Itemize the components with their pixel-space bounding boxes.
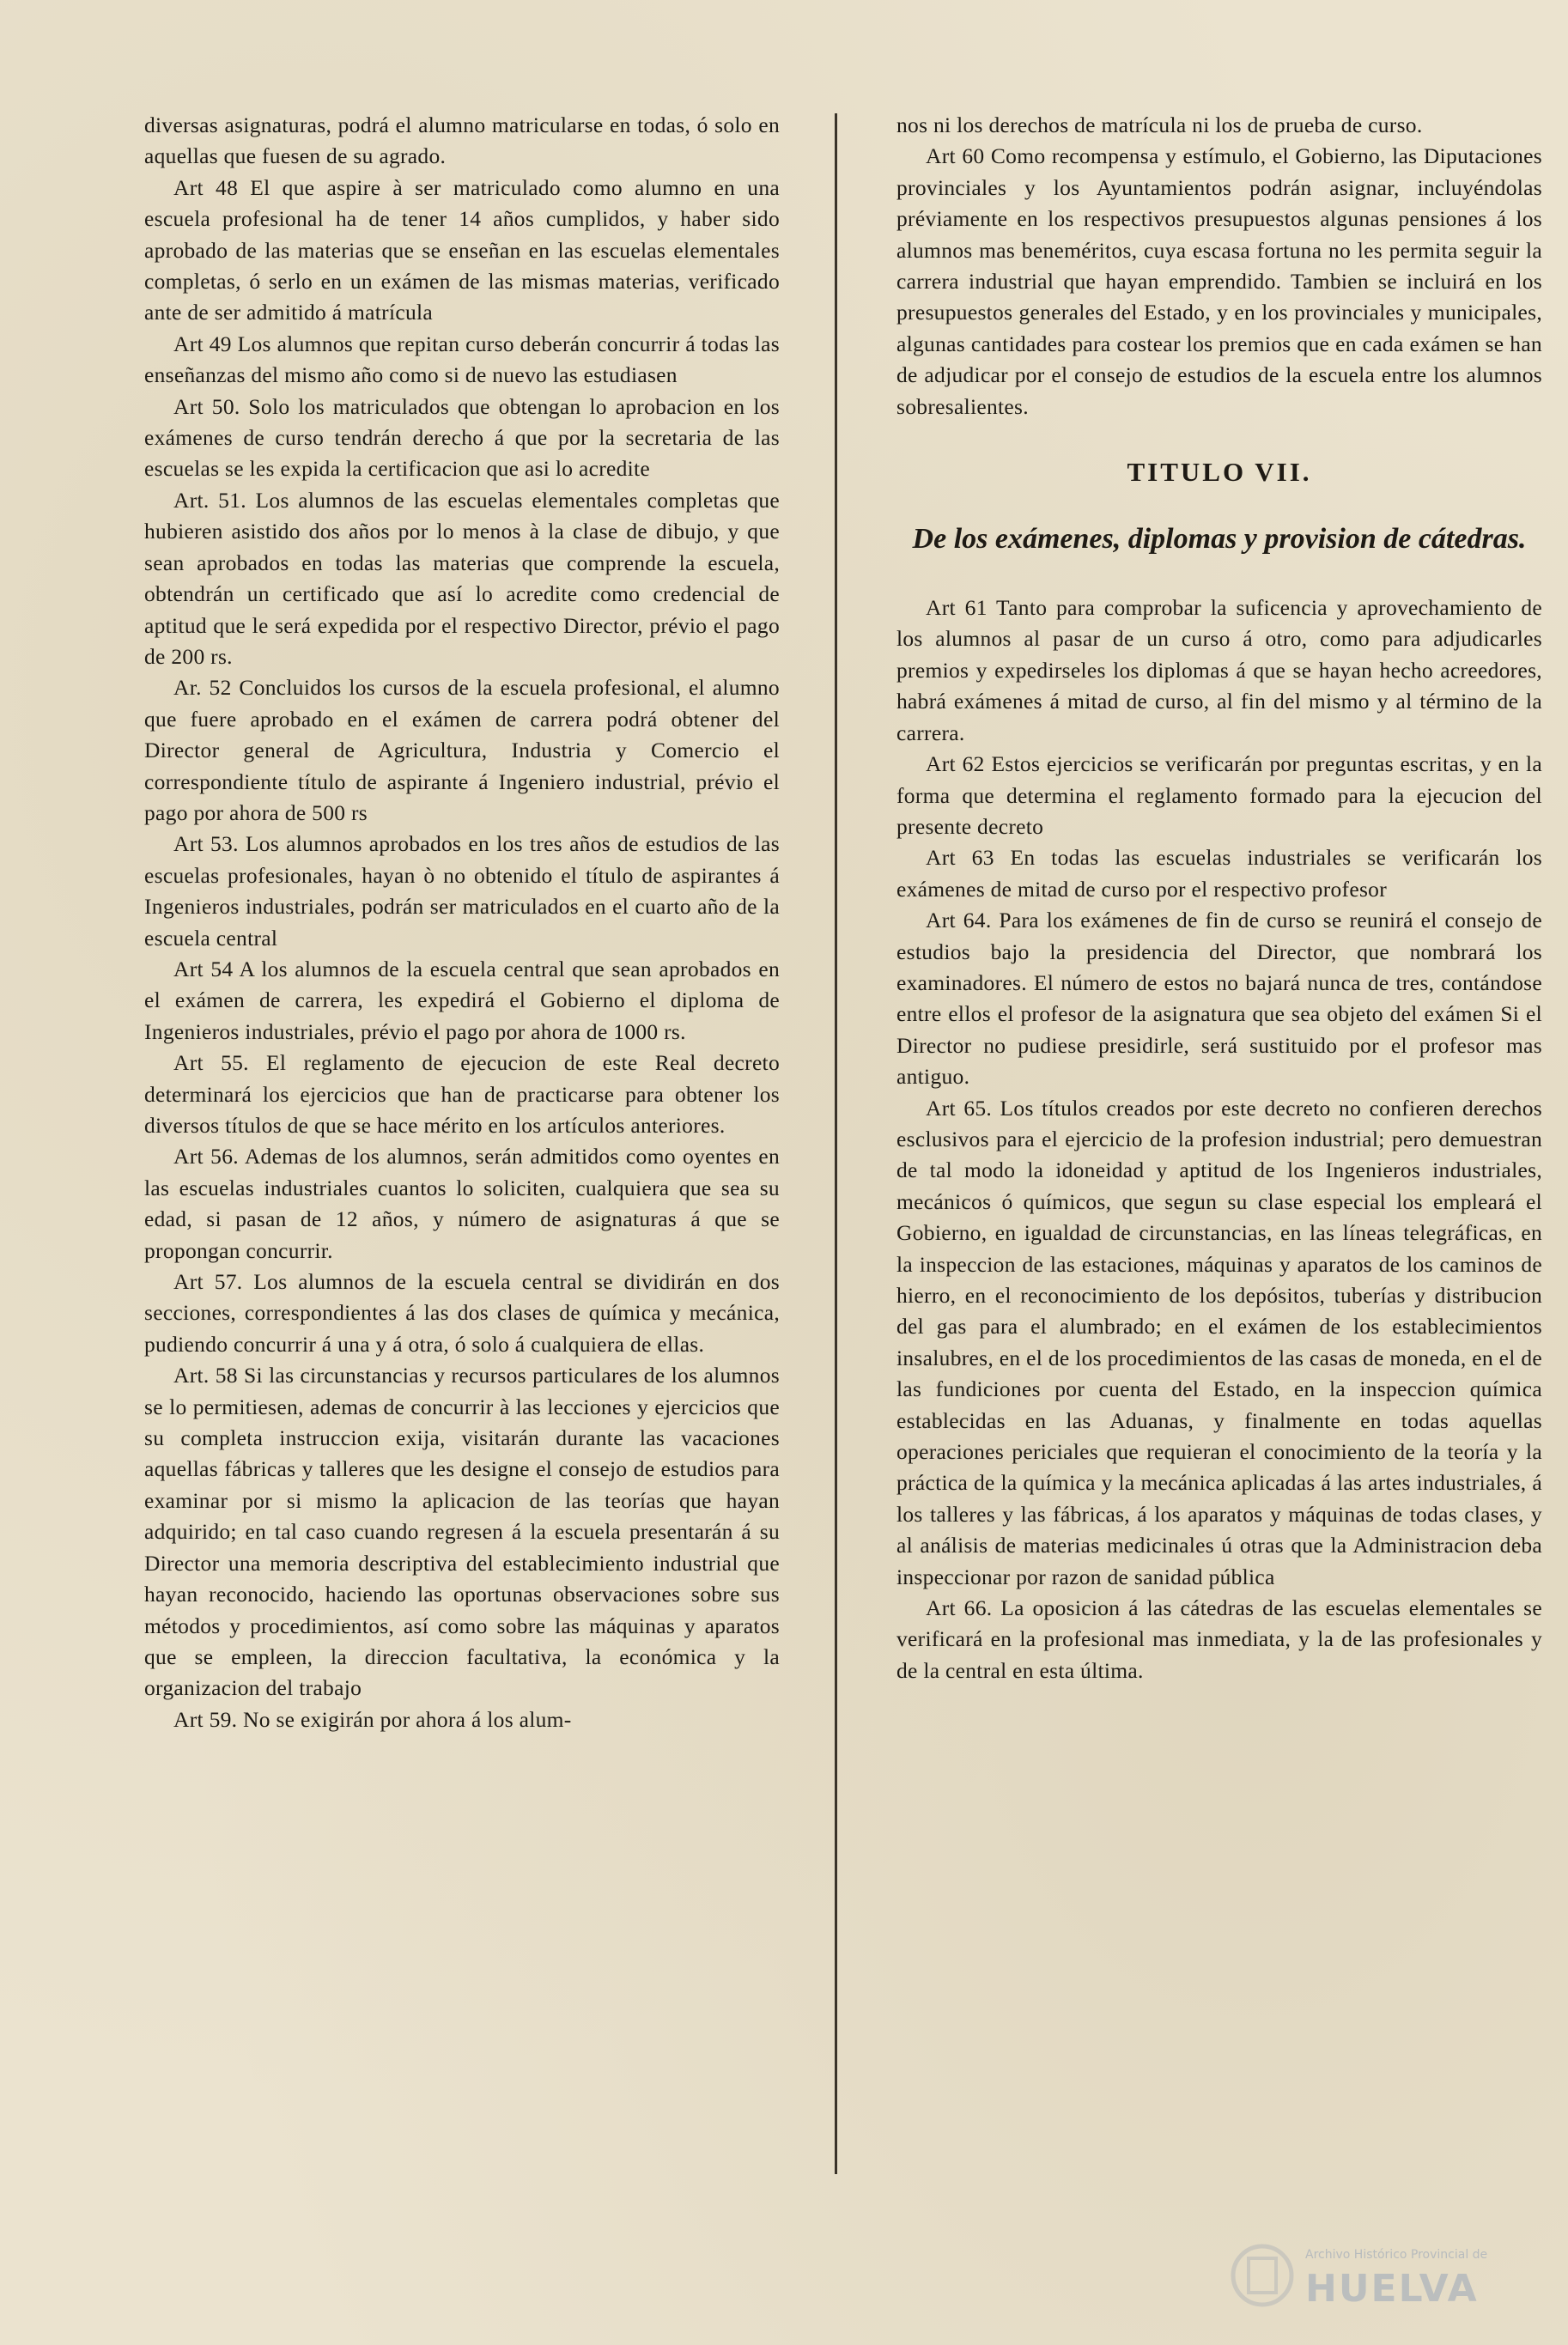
article-56: Art 56. Ademas de los alumnos, serán admitidos como oyentes en las escuelas industriales cuantos lo soliciten, cualquiera que sea su edad, si pasan de 12 años, y número de asignaturas á que se propongan concurrir. [144,1144,780,1263]
section-subtitle: De los exámenes, diplomas y provision de cátedras. [912,523,1527,556]
article-58: Art. 58 Si las circunstancias y recursos particulares de los alumnos se lo permitiesen, ademas de concurrir à las lecciones y ejercicios que su completa instruccion exija, visitarán durante las vacaciones aquellas fábricas y talleres que les designe el consejo de estudios para examinar por si mismo la aplicacion de las teorías que hayan adquirido; en tal caso cuando regresen á la escuela presentarán á su Director una memoria descriptiva del establecimiento industrial que hayan reconocido, haciendo las oportunas observaciones sobre sus métodos y procedimientos, así como sobre las máquinas y aparatos que se empleen, la direccion facultativa, la económica y la organizacion del trabajo [144,1363,780,1701]
article-52: Ar. 52 Concluidos los cursos de la escuela profesional, el alumno que fuere aprobado en el exámen de carrera podrá obtener del Director general de Agricultura, Industria y Comercio el correspondiente título de aspirante á Ingeniero industrial, prévio el pago por ahora de 500 rs [144,675,780,825]
article-66: Art 66. La oposicion á las cátedras de las escuelas elementales se verificará en la profesional mas inmediata, y la de las profesionales y de la central en esta última. [896,1595,1542,1683]
paragraph: nos ni los derechos de matrícula ni los de prueba de curso. [896,112,1423,137]
right-column [896,110,1542,1686]
article-49: Art 49 Los alumnos que repitan curso deberán concurrir á todas las enseñanzas del mismo año como si de nuevo las estudiasen [144,331,780,388]
article-60: Art 60 Como recompensa y estímulo, el Gobierno, las Diputaciones provinciales y los Ayuntamientos podrán asignar, incluyéndolas préviamente en los respectivos presupuestos algunas pensiones á los alumnos mas beneméritos, cuya escasa fortuna no les permita seguir la carrera industrial que hayan emprendido. Tambien se incluirá en los presupuestos generales del Estado, y en los provinciales y municipales, algunas cantidades para costear los premios que en cada exámen se han de adjudicar por el consejo de estudios de la escuela entre los alumnos sobresalientes. [896,143,1542,419]
watermark-caption: Archivo Histórico Provincial de [1305,2248,1488,2262]
article-48: Art 48 El que aspire à ser matriculado como alumno en una escuela profesional ha de tener 14 años cumplidos, y haber sido aprobado de las materias que se enseñan en las escuelas elementales completas, ó serlo en un exámen de las mismas materias, verificado ante de ser admitido á matrícula [144,174,780,325]
article-65: Art 65. Los títulos creados por este decreto no confieren derechos esclusivos para el ejercicio de la profesion industrial; pero demuestran de tal modo la idoneidad y aptitud de los Ingenieros industriales, mecánicos ó químicos, que segun su clase especial los empleará el Gobierno, en igualdad de circunstancias, en las líneas telegráficas, en la inspeccion de las estaciones, máquinas y aparatos de los caminos de hierro, en el reconocimiento de los depósitos, tuberías y distribucion del gas para el alumbrado; en el exámen de los establecimientos insalubres, en el de los procedimientos de las casas de moneda, en el de las fundiciones por cuenta del Estado, en la inspeccion química establecidas en las Aduanas, y finalmente en todas aquellas operaciones periciales que requieran el conocimiento de la teoría y la práctica de la química y la mecánica aplicadas á las artes industriales, á los talleres y las fábricas, á los aparatos y máquinas de todas clases, y al análisis de materias medicinales ú otras que la Administracion deba inspeccionar por razon de sanidad pública [896,1095,1542,1589]
section-title: TITULO VII. [1127,457,1312,488]
article-63: Art 63 En todas las escuelas industriales se verificarán los exámenes de mitad de curso por el respectivo profesor [896,845,1542,902]
article-54: Art 54 A los alumnos de la escuela central que sean aprobados en el exámen de carrera, les expedirá el Gobierno el diploma de Ingenieros industriales, prévio el pago por ahora de 1000 rs. [144,956,780,1044]
article-53: Art 53. Los alumnos aprobados en los tres años de estudios de las escuelas profesionales, hayan ò no obtenido el título de aspirantes á Ingenieros industriales, podrán ser matriculados en el cuarto año de la escuela central [144,831,780,951]
article-55: Art 55. El reglamento de ejecucion de este Real decreto determinará los ejercicios que han de practicarse para obtener los diversos títulos de que se hace mérito en los artículos anteriores. [144,1050,780,1138]
article-64: Art 64. Para los exámenes de fin de curso se reunirá el consejo de estudios bajo la presidencia del Director, que nombrará los examinadores. El número de estos no bajará nunca de tres, contándose entre ellos el profesor de la asignatura que sea objeto del exámen Si el Director no pudiese presidirle, será sustituido por el profesor mas antiguo. [896,908,1542,1090]
paragraph: diversas asignaturas, podrá el alumno matricularse en todas, ó solo en aquellas que fuesen de su agrado. [144,112,780,169]
column-divider [835,113,837,2174]
article-51: Art. 51. Los alumnos de las escuelas elementales completas que hubieren asistido dos años por lo menos à la clase de dibujo, y que sean aprobados en todas las materias que comprende la escuela, obtendrán un certificado que así lo acredite como credencial de aptitud que le será expedida por el respectivo Director, prévio el pago de 200 rs. [144,487,780,669]
article-61: Art 61 Tanto para comprobar la suficencia y aprovechamiento de los alumnos al pasar de un curso á otro, como para adjudicarles premios y expedirseles los diplomas á que se hayan hecho acreedores, habrá exámenes á mitad de curso, al fin del mismo y al término de la carrera. [896,595,1542,745]
article-59: Art 59. No se exigirán por ahora á los alum- [173,1706,572,1732]
left-column [144,110,780,1735]
article-50: Art 50. Solo los matriculados que obtengan lo aprobacion en los exámenes de curso tendrán derecho á que por la secretaria de las escuelas se les expida la certificacion que asi lo acredite [144,393,780,482]
watermark-label: HUELVA [1305,2267,1479,2311]
article-57: Art 57. Los alumnos de la escuela central se dividirán en dos secciones, correspondientes á las dos clases de química y mecánica, pudiendo concurrir á una y á otra, ó solo á cualquiera de ellas. [144,1269,780,1357]
article-62: Art 62 Estos ejercicios se verificarán por preguntas escritas, y en la forma que determina el reglamento formado para la ejecucion del presente decreto [896,751,1542,839]
